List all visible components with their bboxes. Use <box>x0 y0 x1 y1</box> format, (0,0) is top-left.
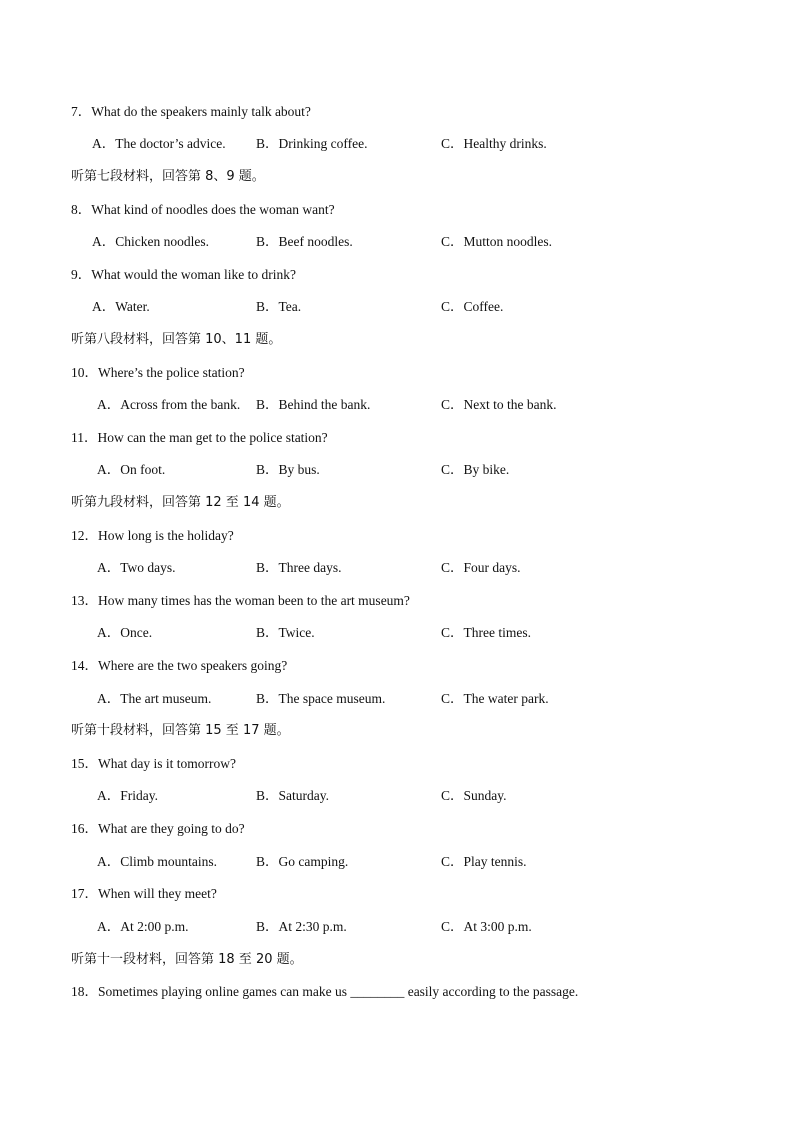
option-c[interactable]: C．The water park. <box>441 691 549 706</box>
options-17 <box>0 918 794 936</box>
option-c[interactable]: C．Mutton noodles. <box>441 234 553 249</box>
question-14: 14．Where are the two speakers going? <box>71 658 288 673</box>
option-a[interactable]: A．Across from the bank. <box>97 397 241 412</box>
option-c[interactable]: C．Next to the bank. <box>441 397 557 412</box>
option-b[interactable]: B．Tea. <box>256 299 302 314</box>
question-15: 15．What day is it tomorrow? <box>71 756 236 771</box>
option-a[interactable]: A．Once. <box>97 625 153 640</box>
option-c[interactable]: C．Three times. <box>441 625 531 640</box>
option-c[interactable]: C．At 3:00 p.m. <box>441 919 532 934</box>
options-14 <box>0 690 794 708</box>
options-7 <box>0 135 794 153</box>
question-17: 17．When will they meet? <box>71 886 217 901</box>
section-heading-7: 听第七段材料，回答第 8、9 题。 <box>71 169 265 184</box>
question-11: 11．How can the man get to the police station? <box>71 430 328 445</box>
option-a[interactable]: A．The doctor’s advice. <box>92 136 226 151</box>
question-13: 13．How many times has the woman been to the art museum? <box>71 593 410 608</box>
option-a[interactable]: A．Climb mountains. <box>97 854 218 869</box>
options-9 <box>0 298 794 316</box>
options-16 <box>0 853 794 871</box>
question-7: 7．What do the speakers mainly talk about? <box>71 104 311 119</box>
option-b[interactable]: B．By bus. <box>256 462 320 477</box>
option-c[interactable]: C．By bike. <box>441 462 510 477</box>
question-16: 16．What are they going to do? <box>71 821 245 836</box>
options-15 <box>0 787 794 805</box>
section-heading-11: 听第十一段材料，回答第 18 至 20 题。 <box>71 952 303 967</box>
option-a[interactable]: A．Water. <box>92 299 150 314</box>
option-b[interactable]: B．Beef noodles. <box>256 234 353 249</box>
option-a[interactable]: A．Friday. <box>97 788 158 803</box>
options-10 <box>0 396 794 414</box>
option-c[interactable]: C．Healthy drinks. <box>441 136 547 151</box>
option-c[interactable]: C．Four days. <box>441 560 521 575</box>
options-13 <box>0 624 794 642</box>
option-a[interactable]: A．The art museum. <box>97 691 212 706</box>
question-8: 8．What kind of noodles does the woman want? <box>71 202 335 217</box>
option-a[interactable]: A．On foot. <box>97 462 166 477</box>
question-18: 18．Sometimes playing online games can make us ________ easily according to the passage. <box>71 984 579 999</box>
option-b[interactable]: B．The space museum. <box>256 691 386 706</box>
question-12: 12．How long is the holiday? <box>71 528 234 543</box>
option-b[interactable]: B．At 2:30 p.m. <box>256 919 347 934</box>
options-11 <box>0 461 794 479</box>
question-9: 9．What would the woman like to drink? <box>71 267 296 282</box>
option-a[interactable]: A．At 2:00 p.m. <box>97 919 189 934</box>
option-b[interactable]: B．Go camping. <box>256 854 349 869</box>
section-heading-9: 听第九段材料，回答第 12 至 14 题。 <box>71 495 290 510</box>
options-12 <box>0 559 794 577</box>
option-c[interactable]: C．Play tennis. <box>441 854 527 869</box>
option-b[interactable]: B．Behind the bank. <box>256 397 371 412</box>
option-c[interactable]: C．Sunday. <box>441 788 507 803</box>
options-8 <box>0 233 794 251</box>
section-heading-8: 听第八段材料，回答第 10、11 题。 <box>71 332 282 347</box>
option-b[interactable]: B．Three days. <box>256 560 342 575</box>
option-a[interactable]: A．Chicken noodles. <box>92 234 209 249</box>
option-c[interactable]: C．Coffee. <box>441 299 504 314</box>
option-b[interactable]: B．Saturday. <box>256 788 329 803</box>
option-b[interactable]: B．Twice. <box>256 625 315 640</box>
option-a[interactable]: A．Two days. <box>97 560 176 575</box>
section-heading-10: 听第十段材料，回答第 15 至 17 题。 <box>71 723 290 738</box>
option-b[interactable]: B．Drinking coffee. <box>256 136 368 151</box>
question-10: 10．Where’s the police station? <box>71 365 245 380</box>
